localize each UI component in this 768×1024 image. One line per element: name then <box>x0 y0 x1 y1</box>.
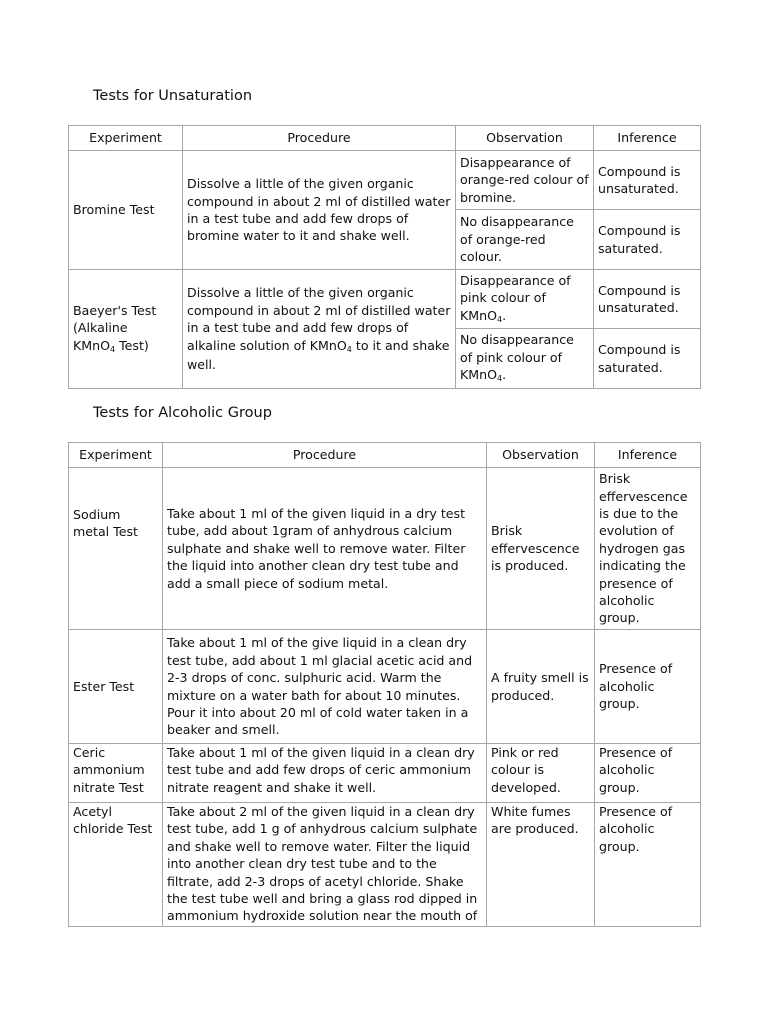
procedure-cell: Take about 1 ml of the given liquid in a clean dry test tube and add few drops of ceric ammonium nitrate reagent and shake it well. <box>163 744 487 803</box>
experiment-cell: Acetyl chloride Test <box>69 803 163 927</box>
table-row <box>69 468 701 630</box>
inference-cell: Compound is unsaturated. <box>594 151 701 210</box>
observation-cell: Pink or red colour is developed. <box>487 744 595 803</box>
subscript: 4 <box>497 314 503 324</box>
experiment-cell: Sodium metal Test <box>69 468 163 630</box>
header-observation: Observation <box>456 126 594 151</box>
experiment-line: Test) <box>115 337 149 353</box>
experiment-cell <box>69 270 183 389</box>
procedure-cell: Take about 1 ml of the give liquid in a clean dry test tube, add about 1 ml glacial acetic acid and 2-3 drops of conc. sulphuric acid. Warm the mixture on a water bath for about 10 minutes. Pour it into about 20 ml of cold water taken in a beaker and smell. <box>163 630 487 744</box>
table-row <box>69 744 701 803</box>
observation-text: . <box>502 307 507 323</box>
section-title-alcoholic: Tests for Alcoholic Group <box>93 405 272 421</box>
section-title-unsaturation: Tests for Unsaturation <box>93 88 253 104</box>
inference-cell: Compound is saturated. <box>594 210 701 270</box>
table-row <box>69 151 701 210</box>
inference-cell: Presence of alcoholic group. <box>595 744 701 803</box>
observation-text: . <box>502 367 507 383</box>
table-row <box>69 803 701 927</box>
procedure-cell: Take about 2 ml of the given liquid in a clean dry test tube, add 1 g of anhydrous calcium sulphate and shake well to remove water. Filter the liquid into another clean dry test tube and to the filtrate, add 2-3 drops of acetyl chloride. Shake the test tube well and bring a glass rod dipped in ammonium hydroxide solution near the mouth of <box>163 803 487 927</box>
inference-cell: Presence of alcoholic group. <box>595 803 701 927</box>
header-inference: Inference <box>595 443 701 468</box>
observation-text: No disappearance of pink colour of KMnO <box>460 332 574 383</box>
observation-cell <box>456 329 594 389</box>
header-procedure: Procedure <box>163 443 487 468</box>
subscript: 4 <box>497 374 503 384</box>
observation-cell: No disappearance of orange-red colour. <box>456 210 594 270</box>
observation-cell: Disappearance of orange-red colour of bromine. <box>456 151 594 210</box>
observation-text: Disappearance of pink colour of KMnO <box>460 272 571 323</box>
table-header-row <box>69 126 701 151</box>
procedure-text: Dissolve a little of the given organic compound in about 2 ml of distilled water in a test tube and add few drops of alkaline solution of KMnO <box>187 285 451 353</box>
header-experiment: Experiment <box>69 126 183 151</box>
procedure-cell <box>183 270 456 389</box>
experiment-line: (Alkaline <box>73 320 128 336</box>
inference-cell: Brisk effervescence is due to the evolution of hydrogen gas indicating the presence of alcoholic group. <box>595 468 701 630</box>
experiment-line: KMnO <box>73 337 111 353</box>
table-row <box>69 630 701 744</box>
subscript: 4 <box>110 344 116 354</box>
alcoholic-table <box>68 442 701 927</box>
header-procedure: Procedure <box>183 126 456 151</box>
observation-cell <box>456 270 594 329</box>
header-experiment: Experiment <box>69 443 163 468</box>
header-inference: Inference <box>594 126 701 151</box>
inference-cell: Compound is unsaturated. <box>594 270 701 329</box>
table-row <box>69 270 701 329</box>
experiment-cell: Ceric ammonium nitrate Test <box>69 744 163 803</box>
observation-cell: Brisk effervescence is produced. <box>487 468 595 630</box>
inference-cell: Presence of alcoholic group. <box>595 630 701 744</box>
experiment-cell: Ester Test <box>69 630 163 744</box>
inference-cell: Compound is saturated. <box>594 329 701 389</box>
table-header-row <box>69 443 701 468</box>
unsaturation-table <box>68 125 701 389</box>
procedure-cell: Dissolve a little of the given organic compound in about 2 ml of distilled water in a test tube and add few drops of bromine water to it and shake well. <box>183 151 456 270</box>
experiment-line: Baeyer's Test <box>73 302 157 318</box>
procedure-cell: Take about 1 ml of the given liquid in a dry test tube, add about 1gram of anhydrous calcium sulphate and shake well to remove water. Filter the liquid into another clean dry test tube and add a small piece of sodium metal. <box>163 468 487 630</box>
procedure-text: to it and shake well. <box>187 337 450 373</box>
header-observation: Observation <box>487 443 595 468</box>
observation-cell: White fumes are produced. <box>487 803 595 927</box>
subscript: 4 <box>346 344 352 354</box>
observation-cell: A fruity smell is produced. <box>487 630 595 744</box>
experiment-cell: Bromine Test <box>69 151 183 270</box>
